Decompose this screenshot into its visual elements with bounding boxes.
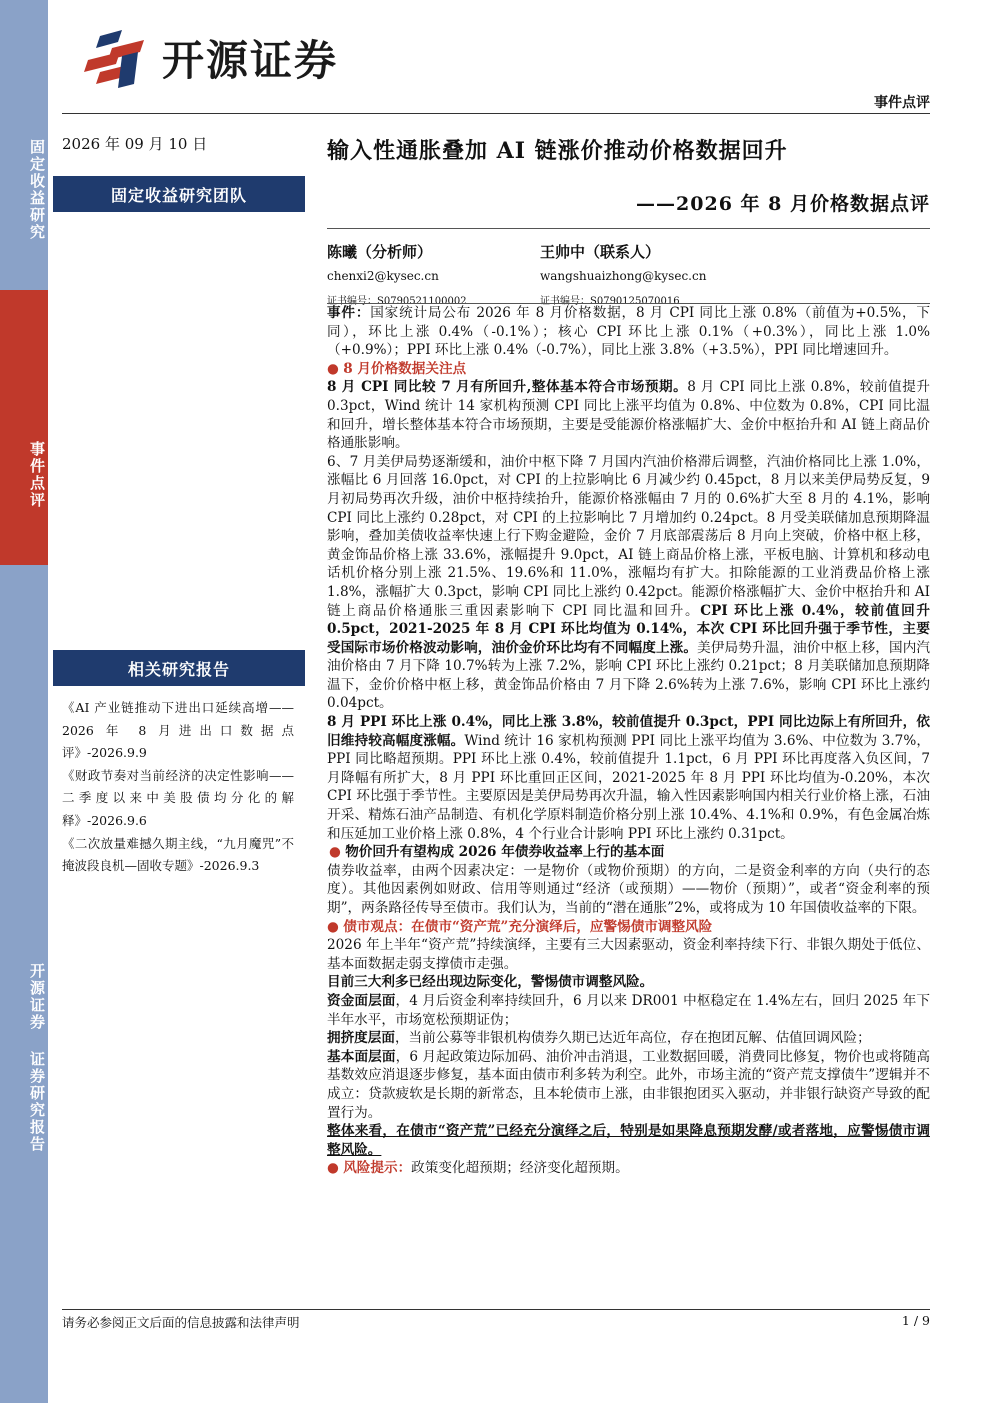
author-name: 陈曦（分析师） — [327, 243, 433, 261]
event-paragraph — [327, 304, 930, 360]
section-heading-3 — [327, 918, 930, 937]
fundamental-paragraph — [327, 1048, 930, 1122]
paragraph-text: 8 月 CPI 同比上涨 0.8%，较前值提升 0.3pct，Wind 统计 14 家机构预测 CPI 同比上涨平均值为 0.8%、中位数为 0.8%，CPI 同比温和回升，增长整体基本符合市场预期，主要是受能源价格涨幅扩大、金价中枢抬升和 AI 链上商品价格通胀影响。 — [327, 379, 930, 452]
section-title: 债市观点：在债市“资产荒”充分演绎后，应警惕债市调整风险 — [343, 918, 713, 935]
bold-lead: CPI 环比上涨 0.4%，较前值回升 0.5pct，2021-2025 年 8 月 CPI 环比均值为 0.14%，本次 CPI 环比回升强于季节性，主要受国际市场价格波动影响，油价金价环比均有不同幅度上涨。 — [327, 602, 930, 656]
author-email: wangshuaizhong@kysec.cn — [540, 269, 707, 283]
company-name: 开源证券 — [162, 36, 339, 85]
paragraph-text: 美伊局势升温，油价中枢上移，国内汽油价格由 7 月下降 10.7%转为上涨 7.2%，影响 CPI 环比上涨约 0.21pct；8 月美联储加息预期降温下，金价价格中枢上移，黄金饰品价格由 7 月下降 2.6%转为上涨 7.6%，影响 CPI 环比上涨约 0.04pct。 — [327, 639, 931, 712]
author-2 — [540, 241, 706, 307]
cpi-paragraph — [327, 378, 930, 452]
yield-paragraph — [327, 862, 930, 918]
event-text: 国家统计局公布 2026 年 8 月价格数据，8 月 CPI 同比上涨 0.8%（前值为+0.5%，下同），环比上涨 0.4%（-0.1%）；核心 CPI 环比上涨 0.1%（+0.3%），同比上涨 1.0%（+0.9%）；PPI 环比上涨 0.4%（-0.7%），同比上涨 3.8%（+3.5%），PPI 同比增速回升。 — [327, 305, 931, 359]
risk-label: 风险提示： — [343, 1160, 412, 1177]
author-1 — [327, 241, 467, 307]
related-report-link[interactable]: 《二次放量难撼久期主线，“九月魔咒”不掩波段良机—固收专题》-2026.9.3 — [62, 835, 294, 874]
bold-conclusion: 整体来看，在债市“资产荒”已经充分演绎之后，特别是如果降息预期发酵/或者落地，应警惕债市调整风险。 — [327, 1123, 930, 1158]
paragraph-text: 6、7 月美伊局势逐渐缓和，油价中枢下降 7 月国内汽油价格滞后调整，汽油价格同比上涨 1.0%，涨幅比 6 月回落 16.0pct，对 CPI 的上拉影响比 6 月减少约 0.45pct，8 月以来美伊局势反复，9 月初局势再次升级，油价中枢持续抬升，能源价格涨幅由 7 月的 0.6%扩大至 8 月的 4.1%，影响 CPI 同比上涨约 0.28pct，对 CPI 的上拉影响比 7 月增加约 0.24pct。8 月受美联储加息预期降温影响，叠加美债收益率快速上行下购金避险，金价 7 月底部震荡后 8 月向上突破，价格中枢上移，黄金饰品价格上涨 33.6%，涨幅提升 9.0pct，AI 链上商品价格上涨，平板电脑、计算机和移动电话机价格分别上涨 21.5%、19.6%和 11.0%，涨幅均有扩大。扣除能源的工业消费品价格上涨 1.8%，涨幅扩大 0.3pct，影响 CPI 同比上涨约 0.42pct。能源价格涨幅扩大、金价中枢抬升和 AI 链上商品价格通胀三重因素影响下 CPI 同比温和回升。 — [327, 453, 930, 619]
conclusion-paragraph — [327, 1122, 930, 1159]
liquidity-paragraph — [327, 992, 930, 1029]
document-type: 事件点评 — [874, 95, 930, 111]
bold-lead: 资金面层面 — [327, 992, 396, 1009]
related-banner: 相关研究报告 — [53, 650, 305, 686]
left-sidebar — [0, 0, 48, 1403]
title-divider — [327, 228, 930, 229]
report-date: 2026 年 09 月 10 日 — [62, 135, 208, 153]
sidebar-category: 固定收益研究 — [0, 0, 48, 290]
event-label: 事件： — [327, 305, 371, 321]
bold-lead: 8 月 PPI 环比上涨 0.4%，同比上涨 3.8%，较前值提升 0.3pct，PPI 同比边际上有所回升，依旧维持较高幅度涨幅。 — [327, 714, 930, 749]
paragraph-text: ，6 月起政策边际加码、油价冲击消退，工业数据回暖，消费同比修复，物价也或将随高基数效应消退逐步修复，基本面由债市利多转为利空。此外，市场主流的“资产荒支撑债牛”逻辑并不成立：贷款疲软是长期的新常态，且本轮债市上涨，由非银抱团买入驱动，并非银行缺资产导致的配置行为。 — [327, 1048, 930, 1121]
paragraph-text: Wind 统计 16 家机构预测 PPI 同比上涨平均值为 3.6%、中位数为 3.7%，PPI 同比略超预期。PPI 环比上涨 0.4%，较前值提升 1.1pct，6 月 PPI 环比再度落入负区间，7 月降幅有所扩大，8 月 PPI 环比重回正区间，2021-2025 年 8 月 PPI 环比均值为-0.20%，本次 CPI 环比强于季节性。主要原因是美伊局势再次升温，输入性因素影响国内相关行业价格上涨，石油开采、精炼石油产品制造、有机化学原料制造价格分别上涨 10.4%、4.1%和 0.9%，有色金属冶炼和压延加工业价格上涨 0.8%，4 个行业合计影响 PPI 环比上涨约 0.31pct。 — [327, 732, 930, 842]
section-title: 8 月价格数据关注点 — [343, 360, 467, 377]
author-email: chenxi2@kysec.cn — [327, 269, 439, 283]
related-report-link[interactable]: 《AI 产业链推动下进出口延续高增——2026 年 8 月进出口数据点评》-2026.9.9 — [62, 700, 294, 761]
related-report-link[interactable]: 《财政节奏对当前经济的决定性影响——二季度以来中美股债均分化的解释》-2026.9.6 — [62, 767, 294, 828]
section-heading-1 — [327, 360, 930, 379]
author-name: 王帅中（联系人） — [540, 243, 661, 261]
section-title: 物价回升有望构成 2026 年债券收益率上行的基本面 — [345, 844, 665, 861]
sidebar-brand: 开源证券 证券研究报告 — [0, 565, 48, 1403]
crowding-paragraph — [327, 1029, 930, 1048]
author-cert: 证书编号：S0790521100002 — [327, 296, 467, 307]
paragraph-text: ，当前公募等非银机构债券久期已达近年高位，存在抱团瓦解、估值回调风险； — [394, 1030, 871, 1047]
paragraph-text: 2026 年上半年“资产荒”持续演绎，主要有三大因素驱动，资金利率持续下行、非银久期处于低位、基本面数据走弱支撑债市走强。 — [327, 937, 930, 972]
bold-lead: 8 月 CPI 同比较 7 月有所回升,整体基本符合市场预期。 — [327, 379, 688, 396]
bold-lead: 目前三大利多已经出现边际变化，警惕债市调整风险。 — [327, 974, 654, 991]
ppi-paragraph — [327, 713, 930, 843]
section-heading-2 — [327, 843, 930, 862]
page-number: 1 / 9 — [901, 1313, 930, 1328]
report-subtitle: ——2026 年 8 月价格数据点评 — [636, 193, 930, 215]
logo-mark-icon — [82, 28, 154, 88]
footer-disclaimer: 请务必参阅正文后面的信息披露和法律声明 — [62, 1315, 300, 1330]
paragraph-text: 债券收益率，由两个因素决定：一是物价（或物价预期）的方向，二是资金利率的方向（央行的态度）。其他因素例如财政、信用等则通过“经济（或预期）——物价（预期）”，或者“资金利率的预期”，两条路径传导至债市。我们认为，当前的“潜在通胀”2%，或将成为 10 年国债收益率的下限。 — [327, 862, 930, 916]
team-banner: 固定收益研究团队 — [53, 176, 305, 212]
bold-lead: 拥挤度层面 — [327, 1030, 395, 1047]
sidebar-report-type: 事件点评 — [0, 290, 48, 565]
header-divider — [62, 113, 930, 114]
bullet-icon: ● — [327, 1160, 339, 1177]
author-cert: 证书编号：S0790125070016 — [540, 296, 680, 307]
risk-text: 政策变化超预期；经济变化超预期。 — [411, 1160, 629, 1177]
footer-divider — [62, 1309, 930, 1310]
paragraph-text: ，4 月后资金利率持续回升，6 月以来 DR001 中枢稳定在 1.4%左右，回归 2025 年下半年水平，市场宽松预期证伪； — [327, 992, 930, 1028]
report-title: 输入性通胀叠加 AI 链涨价推动价格数据回升 — [327, 138, 788, 164]
related-reports — [62, 697, 294, 878]
cpi-detail-paragraph — [327, 453, 930, 713]
risk-warning-paragraph — [327, 973, 930, 992]
risk-paragraph — [327, 1159, 930, 1178]
report-body — [327, 304, 930, 1178]
company-logo — [82, 28, 338, 88]
asset-shortage-paragraph — [327, 936, 930, 973]
bullet-icon: ● — [329, 844, 341, 861]
bold-lead: 基本面层面 — [327, 1048, 396, 1065]
bullet-icon: ● — [327, 918, 339, 935]
bullet-icon: ● — [327, 360, 339, 377]
